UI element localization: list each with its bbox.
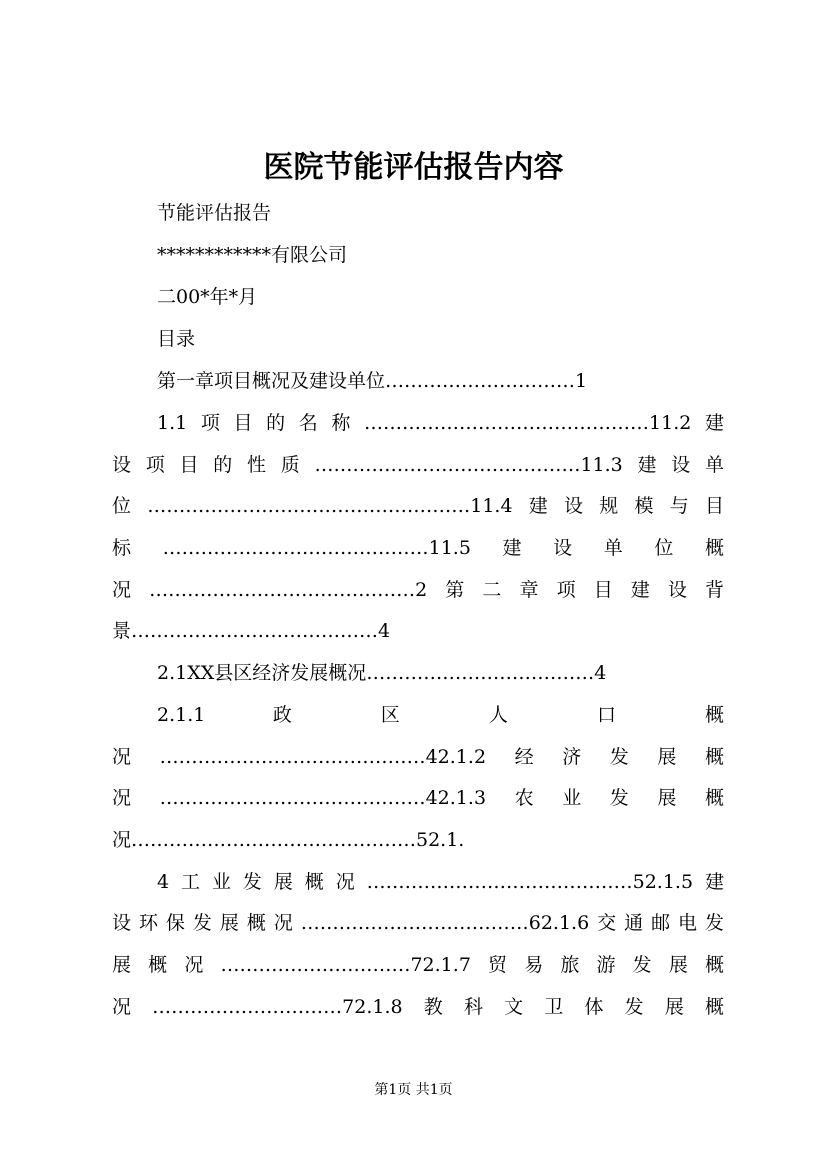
toc-line: 况……………………………………42.1.3农业发展概 <box>112 787 724 809</box>
toc-line: 标……………………………………11.5建设单位概 <box>112 537 724 559</box>
company-name: ************有限公司 <box>157 244 348 266</box>
toc-line: 况……………………………………42.1.2经济发展概 <box>112 746 724 768</box>
toc-line: 展概况…………………………72.1.7贸易旅游发展概 <box>112 954 724 976</box>
toc-line: 况…………………………72.1.8教科文卫体发展概 <box>112 996 724 1018</box>
toc-line: 1.1项目的名称………………………………………11.2建 <box>157 412 724 434</box>
toc-line: 况………………………………………52.1. <box>112 829 465 851</box>
toc-line: 况……………………………………2第二章项目建设背 <box>112 579 724 601</box>
report-date: 二00*年*月 <box>157 286 258 308</box>
toc-line: 2.1XX县区经济发展概况………………………………4 <box>157 662 607 684</box>
toc-line: 4工业发展概况……………………………………52.1.5建 <box>157 871 724 893</box>
toc-heading: 目录 <box>157 328 196 350</box>
document-title: 医院节能评估报告内容 <box>263 150 564 185</box>
toc-line: 2.1.1 政 区 人 口 概 <box>157 704 724 726</box>
page-footer: 第1页 共1页 <box>374 1082 453 1098</box>
toc-line: 景…………………………………4 <box>112 620 391 642</box>
toc-line: 设项目的性质……………………………………11.3建设单 <box>112 454 724 476</box>
toc-line: 设环保发展概况………………………………62.1.6交通邮电发 <box>112 912 724 934</box>
report-subtitle: 节能评估报告 <box>157 202 272 224</box>
toc-line: 位……………………………………………11.4建设规模与目 <box>112 495 724 517</box>
toc-line: 第一章项目概况及建设单位…………………………1 <box>157 370 588 392</box>
